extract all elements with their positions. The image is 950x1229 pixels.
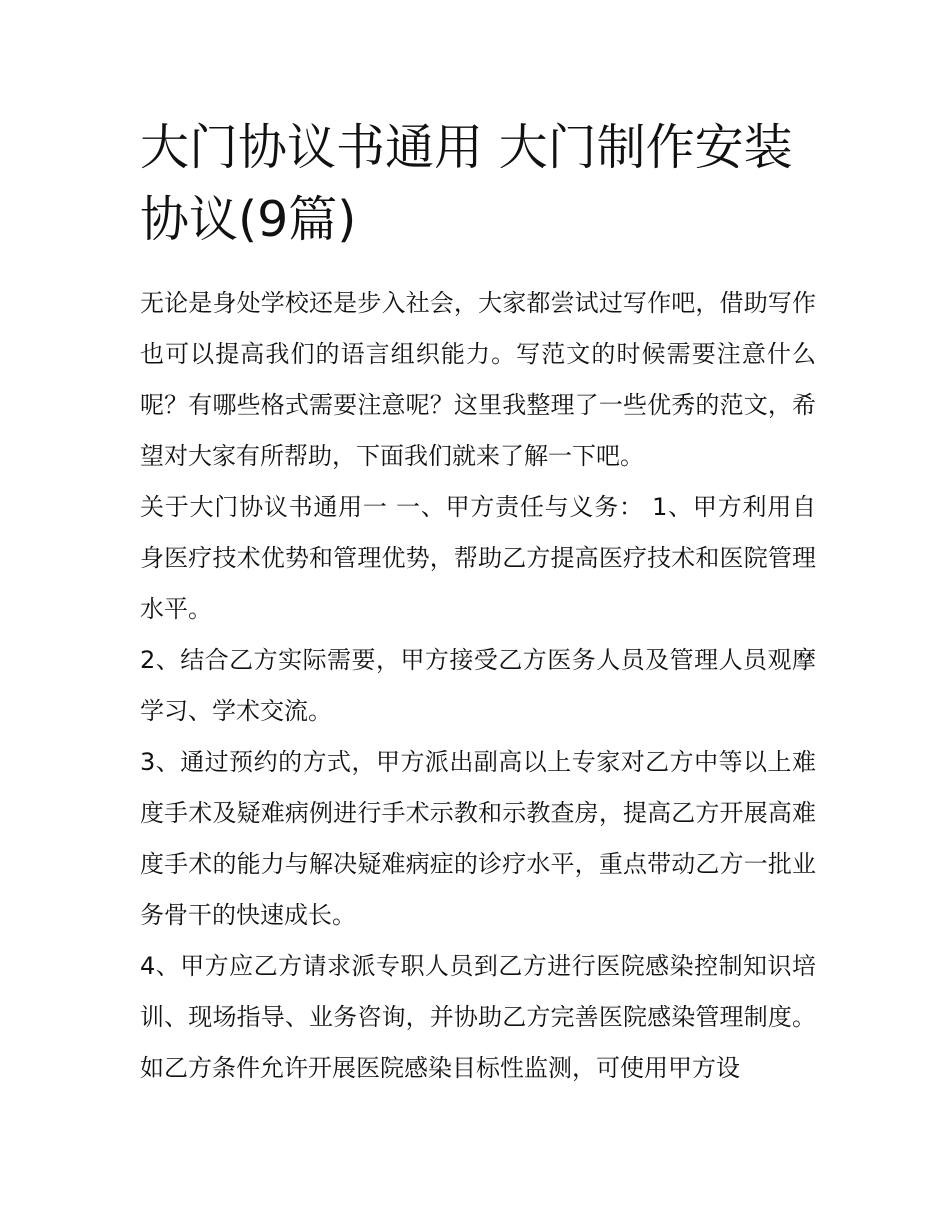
paragraph-item-4: 4、甲方应乙方请求派专职人员到乙方进行医院感染控制知识培训、现场指导、业务咨询，并协助乙方完善医院感染管理制度。如乙方条件允许开展医院感染目标性监测，可使用甲方设 xyxy=(140,952,816,1082)
paragraph-item-2: 2、结合乙方实际需要，甲方接受乙方医务人员及管理人员观摩学习、学术交流。 xyxy=(140,646,816,725)
document-body xyxy=(140,278,816,1094)
paragraph-section-1: 关于大门协议书通用一 一、甲方责任与义务： 1、甲方利用自身医疗技术优势和管理优势，帮助乙方提高医疗技术和医院管理水平。 xyxy=(140,493,816,623)
document-title: 大门协议书通用 大门制作安装协议(9篇) xyxy=(140,119,793,248)
paragraph-item-3: 3、通过预约的方式，甲方派出副高以上专家对乙方中等以上难度手术及疑难病例进行手术示教和示教查房，提高乙方开展高难度手术的能力与解决疑难病症的诊疗水平，重点带动乙方一批业务骨干的快速成长。 xyxy=(140,748,816,929)
document-page xyxy=(140,112,816,1094)
paragraph-intro: 无论是身处学校还是步入社会，大家都尝试过写作吧，借助写作也可以提高我们的语言组织能力。写范文的时候需要注意什么呢？有哪些格式需要注意呢？这里我整理了一些优秀的范文，希望对大家有所帮助，下面我们就来了解一下吧。 xyxy=(140,289,816,470)
